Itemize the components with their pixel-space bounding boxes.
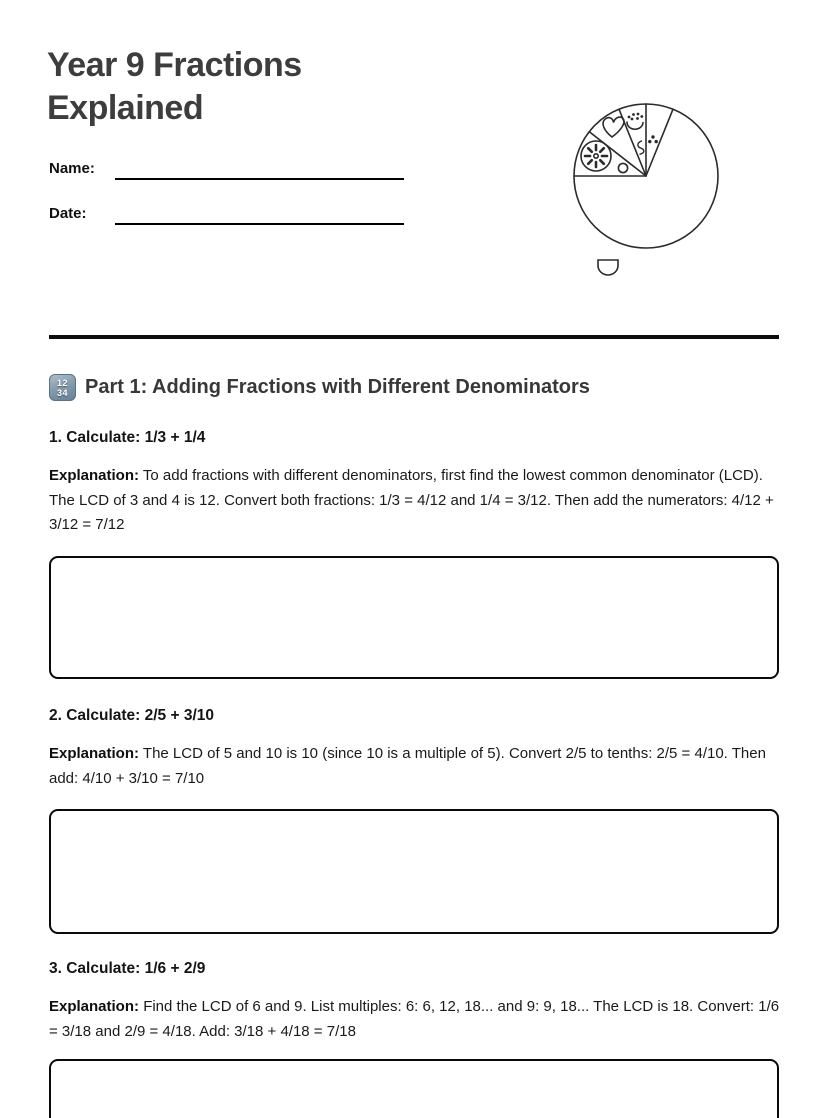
date-field-row [49,203,404,225]
problem-3-label: 3. Calculate: 1/6 + 2/9 [49,960,206,977]
explanation-text: Find the LCD of 6 and 9. List multiples: 6: 6, 12, 18... and 9: 9, 18... The LCD is 18. Convert: 1/6 = 3/18 and 2/9 = 4/18. Add: 3/18 + 4/18 = 7/18 [49,998,780,1040]
squiggle-icon [638,141,644,154]
berry-cluster-icon [627,113,643,130]
section-divider [49,335,779,339]
problem-2-answer-box[interactable] [49,809,779,934]
problem-1-label: 1. Calculate: 1/3 + 1/4 [49,429,206,446]
small-circle-icon [618,163,627,172]
keypad-icon-digits-top: 12 [56,377,68,388]
kiwi-slice-icon [581,141,611,171]
problem-1-answer-box[interactable] [49,556,779,679]
explanation-label: Explanation: [49,745,140,762]
explanation-text: The LCD of 5 and 10 is 10 (since 10 is a multiple of 5). Convert 2/5 to tenths: 2/5 = 4/10. Then add: 4/10 + 3/10 = 7/10 [49,745,766,787]
cup-icon [598,260,618,275]
numbers-keypad-icon [49,374,76,401]
page-title [47,44,467,129]
explanation-label: Explanation: [49,998,140,1015]
section-heading-row [49,374,590,401]
fractions-pie-illustration [566,98,736,283]
keypad-icon-digits-bottom: 34 [56,387,68,398]
problem-2-label: 2. Calculate: 2/5 + 3/10 [49,707,214,724]
problem-2-explanation [49,742,781,791]
name-input-line[interactable] [115,158,404,180]
problem-3-answer-box[interactable] [49,1059,779,1118]
page-title-line-2: Explained [47,88,204,127]
explanation-text: To add fractions with different denominators, first find the lowest common denominator (LCD). The LCD of 3 and 4 is 12. Convert both fractions: 1/3 = 4/12 and 1/4 = 3/12. Then add the numerators: 4/12 + 3/12 = 7/12 [49,467,774,534]
page-title-line-1: Year 9 Fractions [47,46,302,84]
section-heading: Part 1: Adding Fractions with Different Denominators [85,376,590,398]
pie-circle [574,104,718,248]
name-label: Name: [49,160,95,177]
date-input-line[interactable] [115,203,404,225]
problem-1-explanation [49,464,781,538]
heart-icon [603,117,624,137]
date-label: Date: [49,205,87,222]
problem-3-explanation [49,995,781,1044]
clover-dots-icon [648,135,658,143]
name-field-row [49,158,404,180]
explanation-label: Explanation: [49,467,140,484]
